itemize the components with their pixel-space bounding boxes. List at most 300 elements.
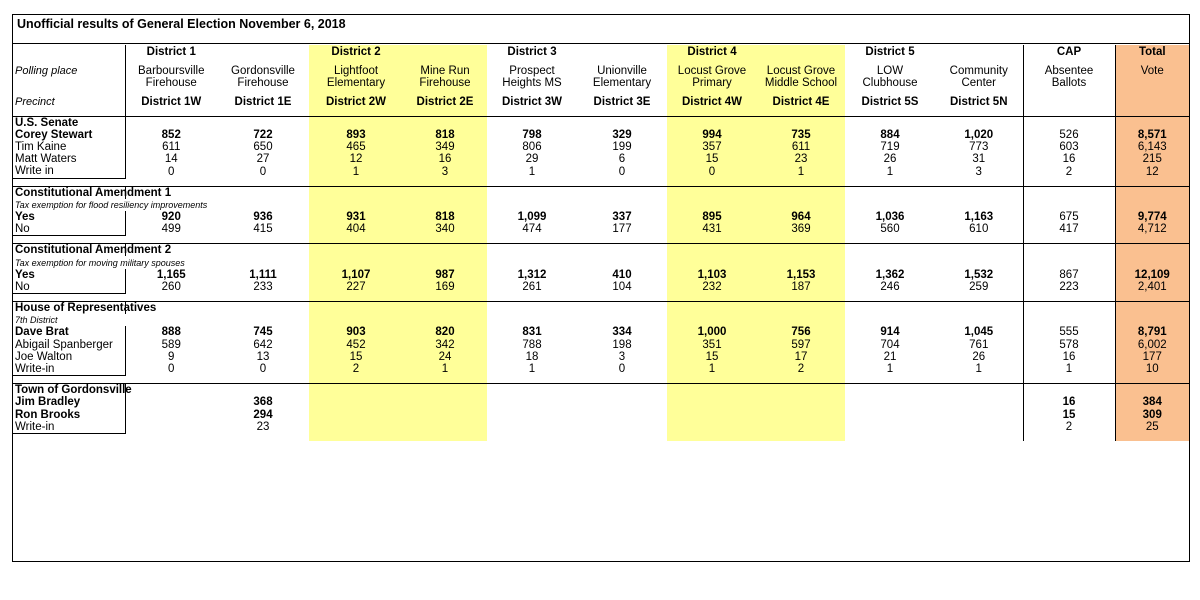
spacer-cell <box>577 89 667 96</box>
vote-count: 611 <box>162 141 181 154</box>
empty-cell <box>935 256 1023 268</box>
empty-cell <box>757 256 845 268</box>
spacer-cell <box>577 433 667 441</box>
spacer-cell <box>309 236 403 244</box>
section-title-row <box>13 384 1189 397</box>
spacer-cell <box>757 58 845 65</box>
empty-cell <box>845 199 935 211</box>
vote-count: 1 <box>403 363 487 376</box>
section-title-row <box>13 302 1189 315</box>
vote-count: 2 <box>757 363 845 376</box>
vote-count: 368 <box>253 396 273 409</box>
vote-count: 1,000 <box>667 326 757 338</box>
spacer-cell <box>487 376 577 384</box>
vote-count: 1,099 <box>517 210 547 223</box>
vote-count: 14 <box>164 153 178 166</box>
spacer-cell <box>577 236 667 244</box>
spacer-cell <box>309 89 403 96</box>
candidate-label: Jim Bradley <box>13 396 125 408</box>
spacer-cell <box>845 236 935 244</box>
table-row <box>13 281 1189 294</box>
empty-cell <box>577 256 667 268</box>
empty-cell <box>757 314 845 326</box>
spacer-cell <box>935 178 1023 186</box>
spacer-cell <box>577 58 667 65</box>
spacer-cell <box>125 58 217 65</box>
spacer-cell <box>1115 236 1189 244</box>
table-row <box>13 363 1189 376</box>
spacer-cell <box>845 433 935 441</box>
vote-count: 26 <box>972 350 986 363</box>
vote-count: 1,036 <box>875 210 905 223</box>
header-precinct-6: District 4W <box>667 96 757 108</box>
spacer-cell <box>667 109 757 117</box>
empty-cell <box>309 256 403 268</box>
header-row-place1 <box>13 65 1189 77</box>
empty-cell <box>403 186 487 199</box>
vote-count: 465 <box>309 141 403 153</box>
vote-count: 610 <box>969 223 989 236</box>
vote-count: 589 <box>161 338 181 351</box>
spacer-cell <box>667 89 757 96</box>
header-place1-6: Locust Grove <box>667 65 757 77</box>
header-spacer <box>13 58 1189 65</box>
candidate-label: Corey Stewart <box>13 129 125 141</box>
vote-count: 233 <box>253 281 273 294</box>
empty-cell <box>217 244 309 257</box>
spacer-cell <box>309 109 403 117</box>
vote-count: 199 <box>612 141 632 154</box>
spacer-cell <box>1115 58 1189 65</box>
vote-count: 474 <box>522 223 542 236</box>
spacer-cell <box>487 89 577 96</box>
spacer-cell <box>1115 294 1189 302</box>
spacer-cell <box>217 58 309 65</box>
vote-count: 1,532 <box>964 268 994 281</box>
empty-cell <box>403 314 487 326</box>
empty-cell <box>757 116 845 129</box>
vote-count: 798 <box>522 128 542 141</box>
header-place2-7: Middle School <box>757 77 845 89</box>
vote-count: 13 <box>256 350 270 363</box>
table-row <box>13 141 1189 153</box>
vote-count: 773 <box>969 141 989 154</box>
vote-count <box>667 409 757 421</box>
table-row <box>13 129 1189 141</box>
spacer-cell <box>217 433 309 441</box>
spacer-cell <box>845 376 935 384</box>
spacer-cell <box>1023 376 1115 384</box>
spacer-cell <box>1023 89 1115 96</box>
vote-count: 16 <box>1023 396 1115 408</box>
empty-cell <box>1023 186 1115 199</box>
vote-count: 642 <box>253 338 273 351</box>
header-precinct-2: District 2W <box>309 96 403 108</box>
vote-count: 0 <box>168 165 175 178</box>
vote-count <box>125 409 217 421</box>
empty-cell <box>487 186 577 199</box>
empty-cell <box>845 384 935 397</box>
spacer-cell <box>217 109 309 117</box>
empty-cell <box>1115 256 1189 268</box>
empty-cell <box>577 116 667 129</box>
header-place2-11 <box>1115 77 1189 89</box>
vote-count: 1,103 <box>667 269 757 281</box>
table-row <box>13 165 1189 178</box>
vote-count: 227 <box>309 281 403 294</box>
empty-cell <box>403 116 487 129</box>
vote-count: 259 <box>969 281 989 294</box>
vote-count: 246 <box>880 281 900 294</box>
vote-count: 9 <box>168 350 175 363</box>
vote-count: 903 <box>309 326 403 338</box>
vote-count: 342 <box>403 339 487 351</box>
empty-cell <box>577 186 667 199</box>
empty-cell <box>217 314 309 326</box>
empty-cell <box>217 302 309 315</box>
spacer-cell <box>757 89 845 96</box>
vote-count: 16 <box>1023 351 1115 363</box>
vote-count <box>403 396 487 408</box>
section-title-row <box>13 244 1189 257</box>
vote-count: 15 <box>667 351 757 363</box>
vote-count: 704 <box>880 338 900 351</box>
empty-cell <box>577 244 667 257</box>
vote-count: 895 <box>667 211 757 223</box>
vote-count: 964 <box>757 211 845 223</box>
header-spacer <box>13 89 1189 96</box>
candidate-label: Write-in <box>13 421 125 434</box>
vote-count: 415 <box>253 223 273 236</box>
spacer-cell <box>845 294 935 302</box>
vote-count: 1 <box>975 363 982 376</box>
spacer-cell <box>403 236 487 244</box>
vote-count: 788 <box>522 338 542 351</box>
empty-cell <box>1023 244 1115 257</box>
vote-count <box>403 421 487 434</box>
empty-cell <box>403 256 487 268</box>
empty-cell <box>845 186 935 199</box>
table-row <box>13 351 1189 363</box>
vote-count: 1,362 <box>875 268 905 281</box>
vote-count: 1 <box>886 363 894 376</box>
header-place2-2: Elementary <box>309 77 403 89</box>
vote-count: 6,143 <box>1115 141 1189 153</box>
vote-count: 25 <box>1115 421 1189 434</box>
vote-count: 8,571 <box>1115 129 1189 141</box>
spacer-cell <box>13 294 125 302</box>
header-district-2: District 2 <box>309 45 403 58</box>
header-precinct-4: District 3W <box>501 96 563 109</box>
header-place2-6: Primary <box>667 77 757 89</box>
vote-count: 3 <box>618 350 626 363</box>
header-place1-9: Community <box>949 65 1008 78</box>
spacer-cell <box>403 178 487 186</box>
header-place2-8: Clubhouse <box>862 77 918 90</box>
empty-cell <box>217 186 309 199</box>
spacer-cell <box>403 294 487 302</box>
empty-cell <box>403 384 487 397</box>
empty-cell <box>667 186 757 199</box>
vote-count: 0 <box>168 363 175 376</box>
spacer-cell <box>845 58 935 65</box>
empty-cell <box>667 116 757 129</box>
vote-count <box>577 421 667 434</box>
spacer-cell <box>13 433 125 441</box>
vote-count: 417 <box>1023 223 1115 236</box>
vote-count <box>845 409 935 421</box>
vote-count: 24 <box>403 351 487 363</box>
empty-cell <box>757 384 845 397</box>
vote-count: 26 <box>883 153 897 166</box>
header-precinct-7: District 4E <box>757 96 845 108</box>
empty-cell <box>1023 314 1115 326</box>
table-row <box>13 211 1189 223</box>
vote-count: 369 <box>757 223 845 236</box>
vote-count: 761 <box>969 338 989 351</box>
empty-cell <box>845 302 935 315</box>
vote-count: 831 <box>522 326 542 339</box>
vote-count: 650 <box>253 141 273 154</box>
spacer-cell <box>757 109 845 117</box>
vote-count: 1,165 <box>156 268 186 281</box>
vote-count: 560 <box>880 223 900 236</box>
spacer-cell <box>935 236 1023 244</box>
spacer-cell <box>403 433 487 441</box>
empty-cell <box>1115 199 1189 211</box>
empty-cell <box>487 384 577 397</box>
empty-cell <box>309 302 403 315</box>
header-place2-10: Ballots <box>1023 77 1115 89</box>
vote-count <box>757 409 845 421</box>
vote-count <box>845 421 935 434</box>
spacer-cell <box>217 89 309 96</box>
vote-count <box>309 396 403 408</box>
spacer-cell <box>309 433 403 441</box>
vote-count: 2 <box>1023 421 1115 434</box>
header-district-8: District 5 <box>865 45 915 58</box>
empty-cell <box>757 199 845 211</box>
spacer-cell <box>487 58 577 65</box>
vote-count: 867 <box>1023 269 1115 281</box>
vote-count: 914 <box>880 326 900 339</box>
vote-count: 431 <box>667 223 757 236</box>
spacer-cell <box>935 109 1023 117</box>
header-label <box>13 45 125 58</box>
vote-count <box>757 421 845 434</box>
vote-count: 1,111 <box>249 268 277 281</box>
vote-count: 223 <box>1023 281 1115 294</box>
section-spacer <box>13 178 1189 186</box>
header-precinct-11 <box>1115 96 1189 108</box>
vote-count: 603 <box>1023 141 1115 153</box>
vote-count: 337 <box>612 210 632 223</box>
vote-count: 10 <box>1115 363 1189 376</box>
vote-count: 309 <box>1115 409 1189 421</box>
empty-cell <box>1115 116 1189 129</box>
spacer-cell <box>577 109 667 117</box>
spacer-cell <box>667 294 757 302</box>
header-label: Precinct <box>13 96 125 108</box>
vote-count: 23 <box>757 153 845 165</box>
empty-cell <box>935 244 1023 257</box>
empty-cell <box>577 199 667 211</box>
spacer-cell <box>577 294 667 302</box>
vote-count: 9,774 <box>1115 211 1189 223</box>
vote-count <box>403 409 487 421</box>
vote-count <box>577 396 667 408</box>
header-precinct-1: District 1E <box>234 96 292 109</box>
vote-count: 215 <box>1115 153 1189 165</box>
empty-cell <box>487 199 577 211</box>
vote-count: 198 <box>612 338 632 351</box>
vote-count: 1 <box>309 165 403 178</box>
spacer-cell <box>1023 109 1115 117</box>
vote-count: 1 <box>528 363 536 376</box>
header-district-3 <box>403 45 487 58</box>
empty-cell <box>667 302 757 315</box>
vote-count: 987 <box>403 269 487 281</box>
spacer-cell <box>577 178 667 186</box>
empty-cell <box>1023 384 1115 397</box>
vote-count: 384 <box>1115 396 1189 408</box>
header-spacer <box>13 109 1189 117</box>
spacer-cell <box>125 376 217 384</box>
vote-count: 31 <box>972 153 986 166</box>
vote-count: 2,401 <box>1115 281 1189 294</box>
table-row <box>13 269 1189 281</box>
section-spacer <box>13 376 1189 384</box>
title-divider <box>13 43 1189 44</box>
spacer-cell <box>667 178 757 186</box>
header-place1-11: Vote <box>1115 65 1189 77</box>
spacer-cell <box>757 178 845 186</box>
vote-count: 351 <box>667 339 757 351</box>
header-place1-5: Unionville <box>597 65 647 78</box>
empty-cell <box>309 314 403 326</box>
empty-cell <box>217 384 309 397</box>
empty-cell <box>935 384 1023 397</box>
vote-count: 18 <box>525 350 539 363</box>
empty-cell <box>845 256 935 268</box>
section-spacer <box>13 294 1189 302</box>
header-place2-3: Firehouse <box>403 77 487 89</box>
section-subtitle: 7th District <box>15 315 58 326</box>
header-place1-1: Gordonsville <box>231 65 295 78</box>
empty-cell <box>487 314 577 326</box>
empty-cell <box>935 314 1023 326</box>
vote-count: 1,312 <box>517 268 547 281</box>
spacer-cell <box>217 236 309 244</box>
vote-count: 177 <box>612 223 632 236</box>
empty-cell <box>845 314 935 326</box>
empty-cell <box>309 244 403 257</box>
header-row-place2 <box>13 77 1189 89</box>
header-district-9 <box>935 45 1023 58</box>
vote-count: 936 <box>253 210 273 223</box>
vote-count: 1,163 <box>964 210 994 223</box>
vote-count: 349 <box>403 141 487 153</box>
header-district-5 <box>577 45 667 58</box>
vote-count: 0 <box>259 165 267 178</box>
vote-count: 6 <box>618 153 626 166</box>
header-precinct-10 <box>1023 96 1115 108</box>
empty-cell <box>667 199 757 211</box>
candidate-label: Joe Walton <box>13 351 125 363</box>
spacer-cell <box>309 178 403 186</box>
section-subtitle-row <box>13 199 1189 211</box>
spacer-cell <box>217 178 309 186</box>
vote-count: 17 <box>757 351 845 363</box>
vote-count: 818 <box>403 129 487 141</box>
empty-cell <box>1023 199 1115 211</box>
spacer-cell <box>845 178 935 186</box>
table-row <box>13 223 1189 236</box>
spacer-cell <box>1115 433 1189 441</box>
spacer-cell <box>1023 433 1115 441</box>
results-table <box>13 45 1189 441</box>
empty-cell <box>217 116 309 129</box>
vote-count: 232 <box>667 281 757 294</box>
vote-count: 177 <box>1115 351 1189 363</box>
spacer-cell <box>1023 178 1115 186</box>
vote-count: 12 <box>309 153 403 165</box>
vote-count: 261 <box>522 281 542 294</box>
vote-count: 23 <box>256 421 270 434</box>
header-precinct-8: District 5S <box>861 96 919 109</box>
spacer-cell <box>935 58 1023 65</box>
vote-count: 334 <box>612 326 632 339</box>
header-place2-1: Firehouse <box>237 77 289 90</box>
section-title-row <box>13 186 1189 199</box>
header-place1-3: Mine Run <box>403 65 487 77</box>
spacer-cell <box>487 236 577 244</box>
header-district-7 <box>757 45 845 58</box>
spacer-cell <box>487 433 577 441</box>
vote-count: 526 <box>1023 129 1115 141</box>
spacer-cell <box>125 236 217 244</box>
spacer-cell <box>1115 109 1189 117</box>
vote-count: 893 <box>309 129 403 141</box>
spacer-cell <box>757 433 845 441</box>
empty-cell <box>935 116 1023 129</box>
header-precinct-3: District 2E <box>403 96 487 108</box>
header-place1-8: LOW <box>876 65 904 78</box>
empty-cell <box>487 256 577 268</box>
empty-cell <box>217 256 309 268</box>
vote-count: 806 <box>522 141 542 154</box>
spacer-cell <box>403 58 487 65</box>
header-place2-5: Elementary <box>592 77 652 90</box>
vote-count: 611 <box>757 141 845 153</box>
vote-count <box>845 396 935 408</box>
table-row <box>13 153 1189 165</box>
vote-count: 27 <box>256 153 270 166</box>
vote-count: 12,109 <box>1115 269 1189 281</box>
candidate-label: Tim Kaine <box>13 141 125 153</box>
vote-count: 1 <box>757 165 845 178</box>
empty-cell <box>667 256 757 268</box>
vote-count: 1 <box>528 165 536 178</box>
spacer-cell <box>309 294 403 302</box>
vote-count: 499 <box>161 223 181 236</box>
spacer-cell <box>13 236 125 244</box>
vote-count: 294 <box>253 408 273 421</box>
vote-count: 597 <box>757 339 845 351</box>
spacer-cell <box>487 294 577 302</box>
candidate-label: No <box>13 223 125 236</box>
candidate-label: Write in <box>13 165 125 178</box>
